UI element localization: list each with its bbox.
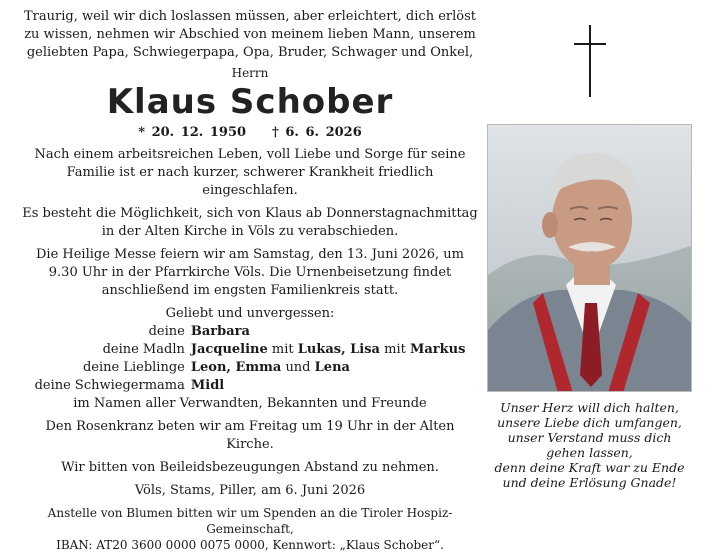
mourner-name: Lena — [314, 360, 350, 375]
mourner-labels — [35, 323, 191, 395]
mourner-conjunction: und — [285, 360, 311, 375]
cross-horizontal-bar — [574, 43, 606, 45]
farewell-paragraph: Es besteht die Möglichkeit, sich von Klaus ab Donnerstagnachmittag in der Alten Kirche in Völs zu verabschieden. — [22, 206, 478, 239]
donation-line: Anstelle von Blumen bitten wir um Spenden an die Tiroler Hospiz-Gemeinschaft, — [47, 506, 453, 536]
place-date-line: Völs, Stams, Piller, am 6. Juni 2026 — [134, 483, 366, 498]
relatives-line: im Namen aller Verwandten, Bekannten und Freunde — [73, 396, 427, 411]
mourner-label: deine Madln — [102, 342, 185, 357]
poem-line: Unser Herz will dich halten, — [500, 400, 679, 415]
poem-line: unsere Liebe dich umfangen, — [497, 415, 682, 430]
mourner-name-row — [191, 341, 466, 359]
life-dates — [22, 124, 478, 142]
mourner-label: deine Lieblinge — [82, 360, 185, 375]
mourner-conjunction: mit — [271, 342, 294, 357]
portrait-illustration — [488, 125, 692, 392]
life-paragraph: Nach einem arbeitsreichen Leben, voll Liebe und Sorge für seine Familie ist er nach kurzer, schwerer Krankheit friedlich eingeschlafen. — [34, 147, 466, 198]
mourner-name-row — [191, 359, 466, 377]
poem-line: und deine Erlösung Gnade! — [502, 475, 677, 490]
mourner-label: deine — [148, 324, 185, 339]
poem-line: unser Verstand muss dich — [507, 430, 672, 445]
mourner-name-row — [191, 323, 466, 341]
salutation: Herrn — [231, 66, 269, 80]
mourner-name: Leon, Emma — [190, 360, 282, 375]
mourner-name: Midl — [190, 378, 225, 393]
notice-text — [22, 8, 478, 553]
intro-text: Traurig, weil wir dich loslassen müssen, aber erleichtert, dich erlöst zu wissen, nehmen wir Abschied von meinem lieben Mann, unserem geliebten Papa, Schwiegerpapa, Opa, Bruder, Schwager und Onkel, — [24, 9, 476, 60]
cross-vertical-bar — [589, 25, 591, 97]
birth-date: * 20. 12. 1950 — [138, 125, 247, 140]
mourner-name: Markus — [409, 342, 466, 357]
poem-line: denn deine Kraft war zu Ende — [494, 460, 685, 475]
rosary-line: Den Rosenkranz beten wir am Freitag um 19 Uhr in der Alten Kirche. — [45, 419, 455, 452]
mourner-name: Lukas, Lisa — [297, 342, 380, 357]
mass-paragraph: Die Heilige Messe feiern wir am Samstag, den 13. Juni 2026, um 9.30 Uhr in der Pfarrkirche Völs. Die Urnenbeisetzung findet anschließend im engsten Familienkreis statt. — [36, 247, 464, 298]
condolences-line: Wir bitten von Beileidsbezeugungen Abstand zu nehmen. — [61, 460, 439, 475]
mourner-name-row — [191, 377, 466, 395]
mourners-list — [22, 323, 478, 395]
mourner-name: Jacqueline — [190, 342, 268, 357]
donation-iban-line: IBAN: AT20 3600 0000 0075 0000, Kennwort: „Klaus Schober“. — [56, 538, 444, 552]
mourners-heading: Geliebt und unvergessen: — [165, 306, 335, 321]
portrait-photo — [487, 124, 692, 392]
death-date: † 6. 6. 2026 — [272, 125, 362, 140]
cross-icon — [574, 25, 606, 97]
mourner-label: deine Schwiegermama — [34, 378, 185, 393]
mourner-name: Barbara — [190, 324, 250, 339]
mourner-conjunction: mit — [384, 342, 406, 357]
mourner-names — [191, 323, 466, 395]
poem-line: gehen lassen, — [546, 445, 633, 460]
deceased-name: Klaus Schober — [106, 82, 394, 122]
poem — [487, 400, 692, 490]
